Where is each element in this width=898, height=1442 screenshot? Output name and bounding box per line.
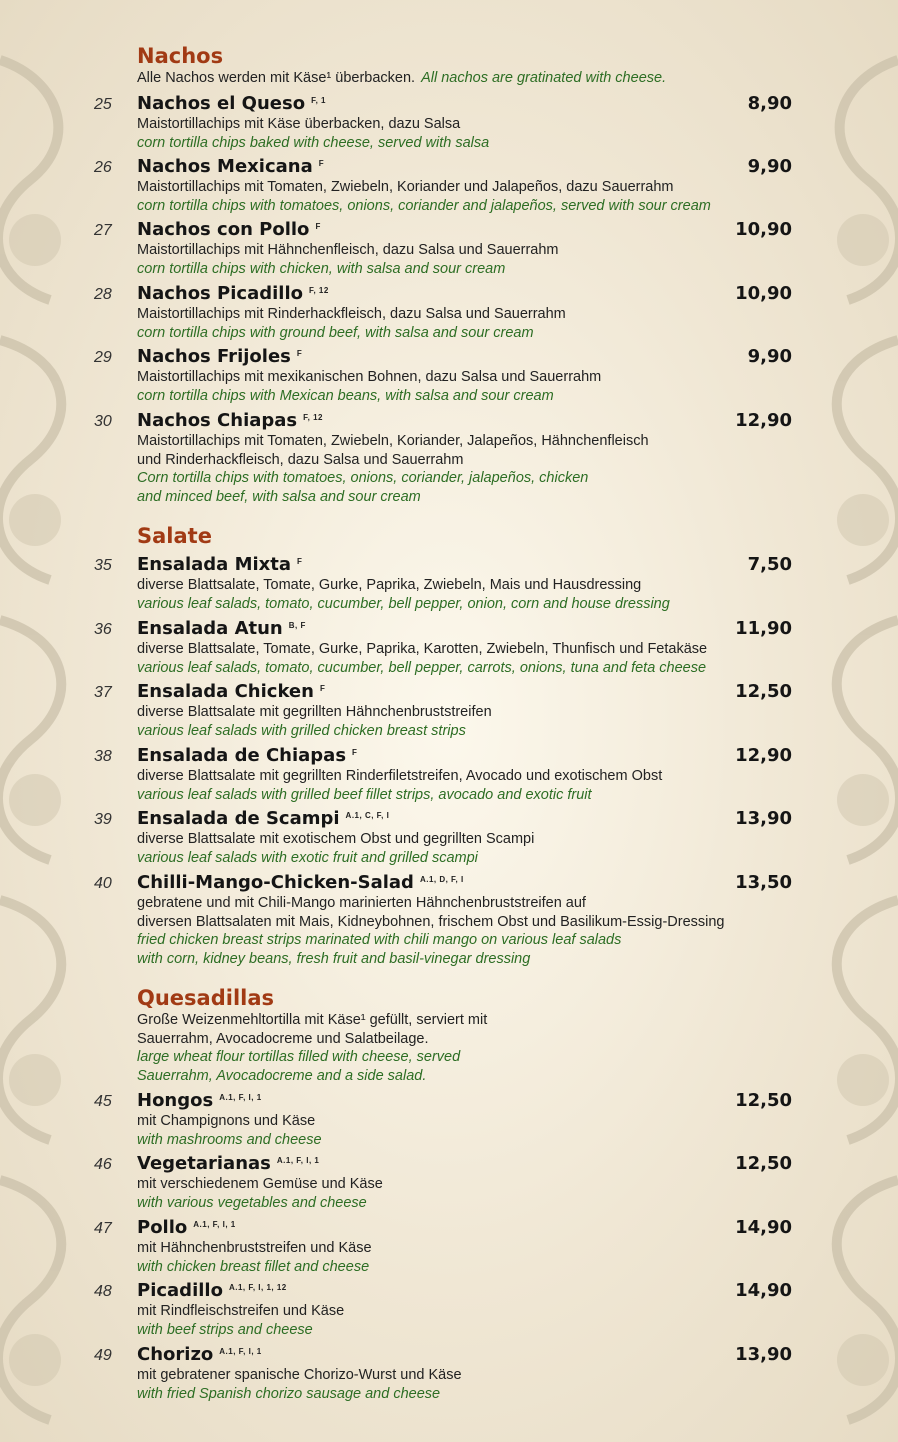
item-allergens: A.1, F, I, 1 (219, 1347, 262, 1356)
item-number: 36 (94, 621, 112, 638)
item-name: Nachos Chiapas (137, 410, 298, 431)
item-name: Nachos el Queso (137, 93, 306, 114)
item-desc-en: various leaf salads with grilled beef fillet strips, avocado and exotic fruit (137, 786, 592, 803)
section-title: Quesadillas (137, 986, 275, 1010)
item-number: 47 (94, 1220, 112, 1237)
item-name: Nachos con Pollo (137, 219, 310, 240)
item-number: 27 (94, 222, 112, 239)
item-desc-de: gebratene und mit Chili-Mango marinierten Hähnchenbruststreifen auf (137, 895, 586, 911)
item-desc-en: various leaf salads, tomato, cucumber, bell pepper, onion, corn and house dressing (137, 595, 670, 612)
item-price: 11,90 (735, 618, 792, 639)
item-desc-de: diverse Blattsalate, Tomate, Gurke, Paprika, Karotten, Zwiebeln, Thunfisch und Fetakäse (137, 641, 708, 657)
item-price: 9,90 (747, 346, 792, 367)
item-allergens: F, 1 (311, 96, 326, 105)
item-number: 48 (94, 1283, 112, 1300)
item-allergens: A.1, C, F, I (345, 811, 390, 820)
intro-de: Große Weizenmehltortilla mit Käse¹ gefüllt, serviert mit (137, 1012, 488, 1028)
section-intro (137, 1011, 487, 1085)
item-number: 40 (94, 875, 112, 892)
item-number: 30 (94, 413, 112, 430)
item-price: 12,50 (735, 681, 792, 702)
item-allergens: A.1, F, I, 1 (193, 1220, 236, 1229)
item-name: Ensalada Mixta (137, 554, 292, 575)
item-name: Ensalada Chicken (137, 681, 314, 702)
item-name: Ensalada de Scampi (137, 808, 340, 829)
item-desc-de: mit Hähnchenbruststreifen und Käse (137, 1240, 372, 1256)
intro-en: large wheat flour tortillas filled with cheese, served (137, 1049, 461, 1065)
item-price: 10,90 (735, 283, 792, 304)
item-desc-en: various leaf salads with exotic fruit and grilled scampi (137, 849, 478, 866)
item-desc-en: with various vegetables and cheese (137, 1194, 367, 1211)
item-price: 8,90 (747, 93, 792, 114)
intro-en: All nachos are gratinated with cheese. (421, 70, 667, 86)
intro-de: Alle Nachos werden mit Käse¹ überbacken. (137, 70, 416, 86)
item-allergens: F (318, 159, 325, 168)
item-desc-en: corn tortilla chips with chicken, with salsa and sour cream (137, 260, 506, 277)
item-desc-en: corn tortilla chips with ground beef, with salsa and sour cream (137, 324, 534, 341)
item-price: 13,90 (735, 808, 792, 829)
item-allergens: F (315, 222, 321, 231)
item-desc-en: Corn tortilla chips with tomatoes, onions, coriander, jalapeños, chicken (137, 470, 589, 486)
item-price: 12,50 (735, 1090, 792, 1111)
item-desc-en: various leaf salads, tomato, cucumber, bell pepper, carrots, onions, tuna and feta cheese (137, 659, 707, 676)
intro-de: Sauerrahm, Avocadocreme und Salatbeilage. (137, 1030, 429, 1047)
item-desc-de: diverse Blattsalate mit gegrillten Rinderfiletstreifen, Avocado und exotischem Obst (137, 768, 663, 784)
intro-en: Sauerrahm, Avocadocreme and a side salad. (137, 1067, 427, 1084)
item-name: Chilli-Mango-Chicken-Salad (137, 872, 414, 893)
item-name: Vegetarianas (137, 1153, 271, 1174)
item-allergens: F (352, 748, 358, 757)
item-desc-de: diverse Blattsalate, Tomate, Gurke, Paprika, Zwiebeln, Mais und Hausdressing (137, 577, 642, 593)
item-allergens: F (297, 557, 303, 566)
item-number: 39 (94, 811, 112, 828)
item-number: 38 (94, 748, 112, 765)
item-number: 46 (94, 1156, 112, 1173)
item-desc-en: with chicken breast fillet and cheese (137, 1258, 370, 1275)
item-desc-de: Maistortillachips mit Rinderhackfleisch, dazu Salsa und Sauerrahm (137, 306, 566, 322)
item-price: 14,90 (735, 1217, 792, 1238)
section-title: Nachos (137, 44, 224, 68)
item-number: 35 (94, 557, 112, 574)
item-desc-de: mit gebratener spanische Chorizo-Wurst und Käse (137, 1367, 462, 1383)
item-desc-en: and minced beef, with salsa and sour cream (137, 488, 421, 505)
item-desc-de: diverse Blattsalate mit gegrillten Hähnchenbruststreifen (137, 704, 492, 720)
item-price: 12,90 (735, 410, 792, 431)
item-allergens: F, 12 (303, 413, 323, 422)
item-desc-en: with corn, kidney beans, fresh fruit and basil-vinegar dressing (137, 950, 531, 967)
item-desc-en: with mashrooms and cheese (137, 1131, 322, 1148)
item-desc-en: with beef strips and cheese (137, 1321, 313, 1338)
item-price: 13,50 (735, 872, 792, 893)
item-name: Nachos Mexicana (137, 156, 313, 177)
item-desc-en: fried chicken breast strips marinated with chili mango on various leaf salads (137, 932, 622, 948)
section-title: Salate (137, 524, 212, 548)
item-desc-de: diversen Blattsalaten mit Mais, Kidneybohnen, frischem Obst und Basilikum-Essig-Dressing (137, 913, 725, 930)
item-desc-en: corn tortilla chips with Mexican beans, with salsa and sour cream (137, 387, 554, 404)
item-number: 26 (94, 159, 112, 176)
item-price: 14,90 (735, 1280, 792, 1301)
item-price: 13,90 (735, 1344, 792, 1365)
item-desc-de: Maistortillachips mit Tomaten, Zwiebeln, Koriander, Jalapeños, Hähnchenfleisch (137, 433, 649, 449)
item-desc-de: Maistortillachips mit Tomaten, Zwiebeln, Koriander und Jalapeños, dazu Sauerrahm (137, 179, 674, 195)
item-price: 7,50 (747, 554, 792, 575)
item-number: 25 (94, 96, 112, 113)
item-price: 9,90 (747, 156, 792, 177)
item-allergens: A.1, F, I, 1, 12 (228, 1283, 287, 1292)
section-intro (137, 69, 666, 88)
item-name: Nachos Frijoles (137, 346, 291, 367)
item-name: Nachos Picadillo (137, 283, 303, 304)
item-allergens: A.1, F, I, 1 (219, 1093, 262, 1102)
item-desc-de: und Rinderhackfleisch, dazu Salsa und Sauerrahm (137, 451, 464, 468)
item-desc-de: Maistortillachips mit Hähnchenfleisch, dazu Salsa und Sauerrahm (137, 242, 559, 258)
item-name: Chorizo (137, 1344, 214, 1365)
item-allergens: F (296, 349, 303, 358)
item-number: 28 (94, 286, 112, 303)
item-number: 45 (94, 1093, 112, 1110)
item-desc-en: corn tortilla chips with tomatoes, onions, coriander and jalapeños, served with sour cream (137, 197, 711, 214)
item-desc-de: Maistortillachips mit mexikanischen Bohnen, dazu Salsa und Sauerrahm (137, 369, 602, 385)
item-allergens: B, F (288, 621, 306, 630)
item-name: Ensalada Atun (137, 618, 283, 639)
item-price: 12,90 (735, 745, 792, 766)
item-allergens: F, 12 (308, 286, 329, 295)
item-desc-en: corn tortilla chips baked with cheese, served with salsa (137, 134, 490, 151)
item-number: 49 (94, 1347, 112, 1364)
item-name: Pollo (137, 1217, 188, 1238)
item-allergens: A.1, D, F, I (419, 875, 464, 884)
item-desc-de: diverse Blattsalate mit exotischem Obst und gegrillten Scampi (137, 831, 535, 847)
item-number: 37 (94, 684, 112, 701)
item-desc-en: various leaf salads with grilled chicken breast strips (137, 722, 466, 739)
item-desc-de: Maistortillachips mit Käse überbacken, dazu Salsa (137, 116, 461, 132)
item-desc-en: with fried Spanish chorizo sausage and cheese (137, 1385, 441, 1402)
item-price: 12,50 (735, 1153, 792, 1174)
item-price: 10,90 (735, 219, 792, 240)
item-name: Hongos (137, 1090, 214, 1111)
item-allergens: F (319, 684, 326, 693)
item-name: Ensalada de Chiapas (137, 745, 347, 766)
item-allergens: A.1, F, I, 1 (276, 1156, 320, 1165)
item-desc-de: mit Rindfleischstreifen und Käse (137, 1303, 345, 1319)
item-desc-de: mit verschiedenem Gemüse und Käse (137, 1176, 383, 1192)
item-number: 29 (94, 349, 112, 366)
item-name: Picadillo (137, 1280, 223, 1301)
item-desc-de: mit Champignons und Käse (137, 1113, 316, 1129)
